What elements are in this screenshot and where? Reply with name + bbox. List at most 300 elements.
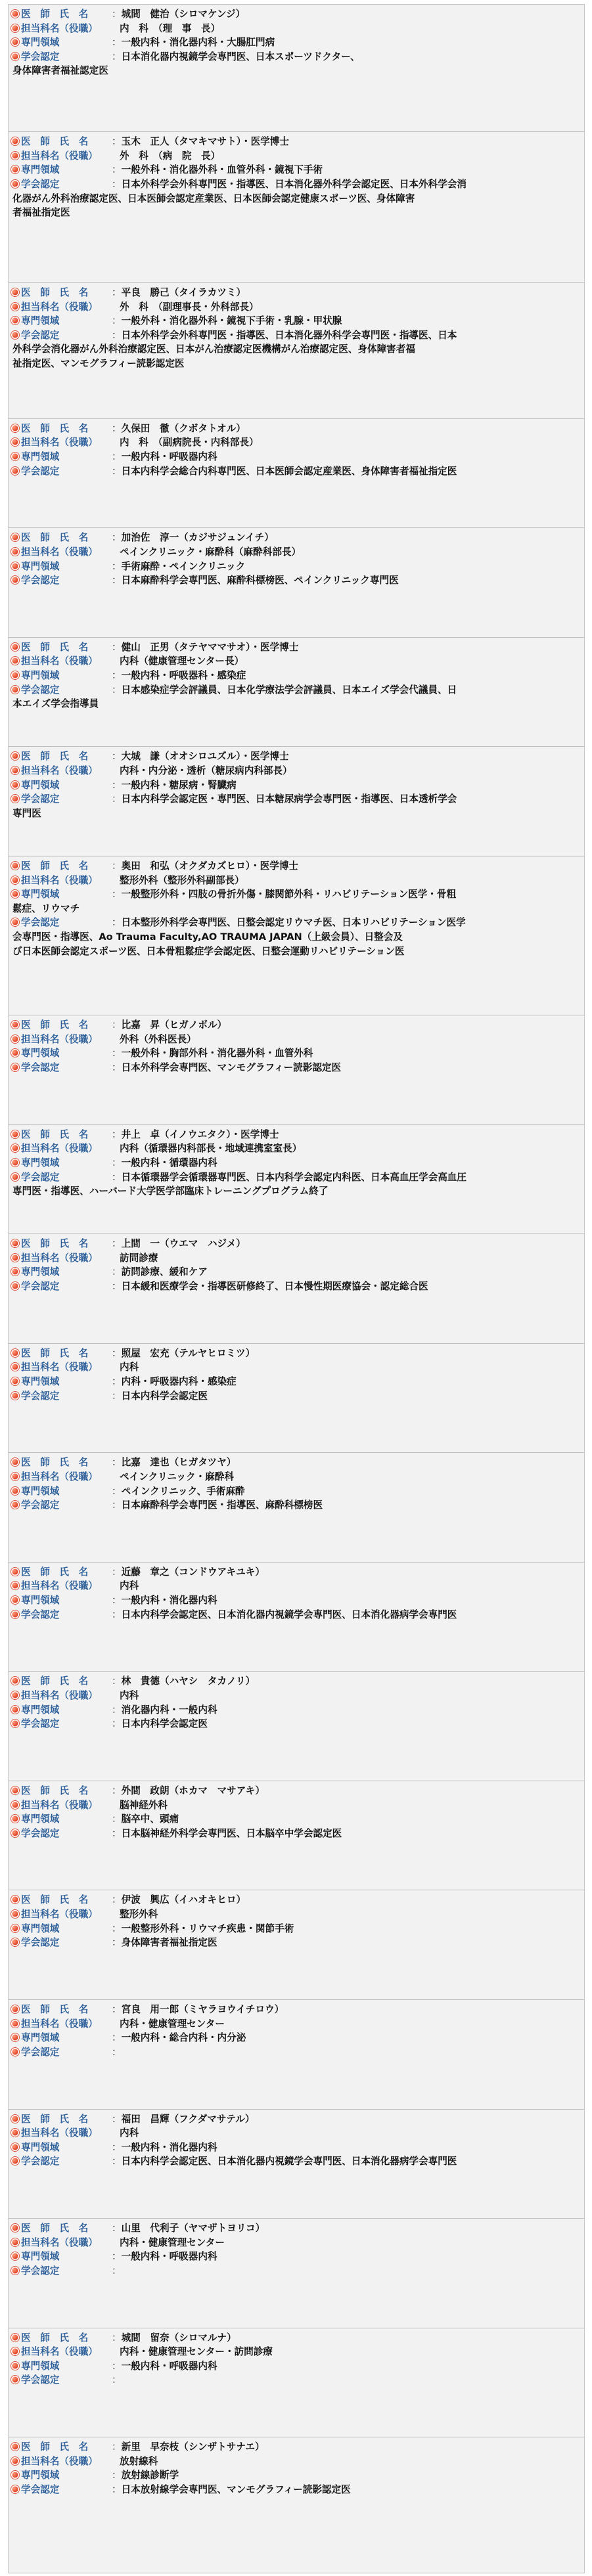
department-label: 担当科名（役職） bbox=[21, 2127, 98, 2139]
colon-separator: ： bbox=[112, 2470, 122, 2481]
red-circle-bullet-icon bbox=[11, 1610, 19, 1618]
certification: 日本内科学会総合内科専門医、日本医師会認定産業医、身体障害者福祉指定医 bbox=[121, 465, 457, 477]
doctor-name-row bbox=[11, 135, 578, 149]
doctor-name-row bbox=[11, 1237, 578, 1251]
red-circle-bullet-icon bbox=[11, 876, 19, 884]
certification: 日本消化器内視鏡学会専門医、日本スポーツドクター、 bbox=[121, 51, 360, 62]
colon-separator: ： bbox=[112, 793, 122, 805]
department-role-row bbox=[11, 2454, 578, 2469]
doctor-name-row bbox=[11, 1455, 578, 1470]
certification-row bbox=[11, 464, 578, 479]
certification-row bbox=[11, 328, 578, 343]
colon-separator: ： bbox=[112, 1266, 122, 1278]
colon-separator: ： bbox=[112, 1281, 122, 1293]
certification-label: 学会認定 bbox=[21, 2483, 60, 2495]
certification-label: 学会認定 bbox=[21, 1827, 60, 1839]
certification-continued: 身体障害者福祉認定医 bbox=[12, 65, 108, 77]
specialty-label: 専門領域 bbox=[21, 451, 60, 463]
department-role: 外 科 （病 院 長） bbox=[120, 150, 221, 162]
doctor-name-row bbox=[11, 2440, 578, 2454]
department-label: 担当科名（役職） bbox=[21, 1362, 98, 1373]
specialty-field: 一般内科・総合内科・内分泌 bbox=[121, 2032, 246, 2044]
colon-separator: ： bbox=[112, 1718, 122, 1730]
name-label: 医 師 氏 名 bbox=[21, 136, 89, 148]
doctor-name: 久保田 徹（クボタトオル） bbox=[121, 422, 246, 434]
certification: 日本内科学会認定医、日本消化器内視鏡学会専門医、日本消化器病学会専門医 bbox=[121, 1609, 457, 1620]
doctor-name: 近藤 章之（コンドウアキユキ） bbox=[121, 1566, 265, 1578]
doctor-card bbox=[9, 1781, 584, 1891]
doctor-card bbox=[9, 2219, 584, 2328]
red-circle-bullet-icon bbox=[11, 1239, 19, 1247]
doctor-card bbox=[9, 1234, 584, 1344]
colon-separator: ： bbox=[112, 422, 122, 434]
doctor-name-row bbox=[11, 1565, 578, 1580]
specialty-label: 専門領域 bbox=[21, 2360, 60, 2372]
doctor-card bbox=[9, 419, 584, 529]
doctor-name: 上間 一（ウエマ ハジメ） bbox=[121, 1238, 246, 1250]
certification-continued: 化器がん外科治療認定医、日本医師会認定産業医、日本医師会認定健康スポーツ医、身体障害 bbox=[12, 192, 415, 204]
specialty-field: 一般内科・呼吸器内科 bbox=[121, 2360, 217, 2372]
red-circle-bullet-icon bbox=[11, 1691, 19, 1699]
red-circle-bullet-icon bbox=[11, 424, 19, 432]
red-circle-bullet-icon bbox=[11, 10, 19, 18]
doctor-name: 宮良 用一郎（ミヤラヨウイチロウ） bbox=[121, 2003, 285, 2015]
certification: 日本麻酔科学会専門医、麻酔科標榜医、ペインクリニック専門医 bbox=[121, 575, 399, 587]
department-label: 担当科名（役職） bbox=[21, 1799, 98, 1811]
department-role-row bbox=[11, 874, 578, 888]
colon-separator: ： bbox=[112, 917, 122, 929]
doctor-card bbox=[9, 132, 584, 283]
department-label: 担当科名（役職） bbox=[21, 1471, 98, 1482]
doctor-name-row bbox=[11, 422, 578, 436]
colon-separator: ： bbox=[112, 1813, 122, 1825]
specialty-field: 一般内科・循環器内科 bbox=[121, 1157, 217, 1168]
certification-label: 学会認定 bbox=[21, 2374, 60, 2386]
red-circle-bullet-icon bbox=[11, 1144, 19, 1152]
doctor-name-row bbox=[11, 1784, 578, 1798]
department-role: 内科・健康管理センター・訪問診療 bbox=[120, 2346, 273, 2358]
red-circle-bullet-icon bbox=[11, 467, 19, 475]
doctor-name: 照屋 宏充（テルヤヒロミツ） bbox=[121, 1347, 256, 1359]
red-circle-bullet-icon bbox=[11, 1910, 19, 1918]
colon-separator: ： bbox=[112, 1375, 122, 1387]
red-circle-bullet-icon bbox=[11, 1173, 19, 1181]
certification: 身体障害者福祉指定医 bbox=[121, 1937, 217, 1949]
name-label: 医 師 氏 名 bbox=[21, 1019, 89, 1031]
name-label: 医 師 氏 名 bbox=[21, 1457, 89, 1469]
doctor-name: 林 貴德（ハヤシ タカノリ） bbox=[121, 1676, 256, 1687]
certification-label: 学会認定 bbox=[21, 1390, 60, 1402]
colon-separator: ： bbox=[112, 2441, 122, 2453]
red-circle-bullet-icon bbox=[11, 1938, 19, 1946]
doctor-name: 大城 謙（オオシロユズル）・医学博士 bbox=[121, 751, 289, 763]
department-role: 内科・健康管理センター bbox=[120, 2236, 225, 2248]
colon-separator: ： bbox=[112, 2113, 122, 2125]
specialty-label: 専門領域 bbox=[21, 1813, 60, 1825]
doctor-name: 玉木 正人（タマキマサト）・医学博士 bbox=[121, 136, 289, 148]
specialty-field-row bbox=[11, 2468, 578, 2483]
department-label: 担当科名（役職） bbox=[21, 150, 98, 162]
specialty-field: 一般外科・胸部外科・消化器外科・血管外科 bbox=[121, 1048, 313, 1059]
doctor-card bbox=[9, 1672, 584, 1781]
certification-row bbox=[11, 1717, 578, 1731]
department-role: 内 科 （理 事 長） bbox=[120, 22, 221, 34]
doctor-name: 伊波 興広（イハオキヒロ） bbox=[121, 1894, 246, 1906]
specialty-field-row bbox=[11, 1593, 578, 1608]
red-circle-bullet-icon bbox=[11, 2129, 19, 2137]
red-circle-bullet-icon bbox=[11, 2005, 19, 2013]
department-role-row bbox=[11, 1907, 578, 1922]
specialty-field: 一般内科・呼吸器内科 bbox=[121, 2251, 217, 2263]
specialty-field: 一般内科・消化器内科 bbox=[121, 1595, 217, 1607]
colon-separator: ： bbox=[112, 2156, 122, 2167]
red-circle-bullet-icon bbox=[11, 303, 19, 311]
red-circle-bullet-icon bbox=[11, 643, 19, 651]
certification-label: 学会認定 bbox=[21, 1609, 60, 1620]
doctor-name-row bbox=[11, 531, 578, 545]
certification-label: 学会認定 bbox=[21, 917, 60, 929]
doctor-card bbox=[9, 1125, 584, 1235]
specialty-field-row bbox=[11, 560, 578, 574]
department-role-row bbox=[11, 2345, 578, 2359]
red-circle-bullet-icon bbox=[11, 2115, 19, 2123]
colon-separator: ： bbox=[112, 684, 122, 696]
red-circle-bullet-icon bbox=[11, 2347, 19, 2355]
red-circle-bullet-icon bbox=[11, 2485, 19, 2493]
doctor-name-row bbox=[11, 1346, 578, 1361]
red-circle-bullet-icon bbox=[11, 1268, 19, 1276]
certification: 日本外科学会外科専門医・指導医、日本消化器外科学会専門医・指導医、日本 bbox=[121, 329, 457, 341]
colon-separator: ： bbox=[112, 2265, 122, 2276]
specialty-label: 専門領域 bbox=[21, 2470, 60, 2481]
certification-row bbox=[11, 1061, 578, 1075]
department-label: 担当科名（役職） bbox=[21, 655, 98, 667]
red-circle-bullet-icon bbox=[11, 1021, 19, 1029]
specialty-field-row bbox=[11, 669, 578, 683]
specialty-field-row bbox=[11, 2141, 578, 2155]
red-circle-bullet-icon bbox=[11, 1924, 19, 1932]
specialty-field: 放射線診断学 bbox=[121, 2470, 179, 2481]
name-label: 医 師 氏 名 bbox=[21, 532, 89, 544]
red-circle-bullet-icon bbox=[11, 53, 19, 60]
doctor-card bbox=[9, 747, 584, 856]
department-role-row bbox=[11, 149, 578, 164]
specialty-field-row bbox=[11, 1375, 578, 1389]
name-label: 医 師 氏 名 bbox=[21, 641, 89, 653]
specialty-field-row bbox=[11, 163, 578, 177]
department-role-row bbox=[11, 435, 578, 450]
specialty-label: 専門領域 bbox=[21, 2251, 60, 2263]
department-label: 担当科名（役職） bbox=[21, 1143, 98, 1155]
red-circle-bullet-icon bbox=[11, 2376, 19, 2384]
doctor-name: 外間 政朗（ホカマ マサアキ） bbox=[121, 1785, 265, 1796]
red-circle-bullet-icon bbox=[11, 331, 19, 339]
certification-label: 学会認定 bbox=[21, 1718, 60, 1730]
department-role: ペインクリニック・麻酔科 bbox=[120, 1471, 234, 1482]
colon-separator: ： bbox=[112, 451, 122, 463]
doctor-card bbox=[9, 1453, 584, 1563]
colon-separator: ： bbox=[112, 2003, 122, 2015]
colon-separator: ： bbox=[112, 560, 122, 572]
red-circle-bullet-icon bbox=[11, 1829, 19, 1837]
department-role-row bbox=[11, 1798, 578, 1813]
doctor-card bbox=[9, 2000, 584, 2110]
red-circle-bullet-icon bbox=[11, 576, 19, 584]
certification-label: 学会認定 bbox=[21, 793, 60, 805]
colon-separator: ： bbox=[112, 1128, 122, 1140]
certification-continued: 専門医 bbox=[12, 807, 41, 819]
colon-separator: ： bbox=[112, 2374, 122, 2386]
red-circle-bullet-icon bbox=[11, 2238, 19, 2246]
name-label: 医 師 氏 名 bbox=[21, 2003, 89, 2015]
name-label: 医 師 氏 名 bbox=[21, 2223, 89, 2234]
specialty-label: 専門領域 bbox=[21, 779, 60, 791]
specialty-field-continued: 鬆症、リウマチ bbox=[12, 902, 80, 914]
red-circle-bullet-icon bbox=[11, 1596, 19, 1604]
red-circle-bullet-icon bbox=[11, 781, 19, 789]
department-role: 内科 bbox=[120, 1689, 139, 1701]
certification: 日本内科学会認定医・専門医、日本糖尿病学会専門医・指導医、日本透析学会 bbox=[121, 793, 457, 805]
doctor-name: 比嘉 達也（ヒガタツヤ） bbox=[121, 1457, 237, 1469]
red-circle-bullet-icon bbox=[11, 2143, 19, 2151]
name-label: 医 師 氏 名 bbox=[21, 860, 89, 872]
department-role-row bbox=[11, 2126, 578, 2141]
red-circle-bullet-icon bbox=[11, 137, 19, 145]
certification: 日本循環器学会循環器専門医、日本内科学会認定内科医、日本高血圧学会高血圧 bbox=[121, 1171, 467, 1183]
specialty-field: 一般内科・糖尿病・腎臓病 bbox=[121, 779, 237, 791]
red-circle-bullet-icon bbox=[11, 1787, 19, 1794]
certification-label: 学会認定 bbox=[21, 575, 60, 587]
colon-separator: ： bbox=[112, 1238, 122, 1250]
name-label: 医 師 氏 名 bbox=[21, 422, 89, 434]
red-circle-bullet-icon bbox=[11, 1035, 19, 1043]
colon-separator: ： bbox=[112, 179, 122, 190]
doctor-card bbox=[9, 1015, 584, 1125]
department-role-row bbox=[11, 2017, 578, 2032]
department-label: 担当科名（役職） bbox=[21, 874, 98, 886]
red-circle-bullet-icon bbox=[11, 2457, 19, 2465]
colon-separator: ： bbox=[112, 136, 122, 148]
specialty-label: 専門領域 bbox=[21, 1485, 60, 1497]
specialty-field-row bbox=[11, 35, 578, 50]
department-role-row bbox=[11, 1360, 578, 1375]
certification-row bbox=[11, 2483, 578, 2497]
doctor-roster bbox=[8, 4, 585, 2573]
colon-separator: ： bbox=[112, 1922, 122, 1934]
specialty-label: 専門領域 bbox=[21, 670, 60, 682]
colon-separator: ： bbox=[112, 37, 122, 49]
doctor-name-row bbox=[11, 286, 578, 300]
red-circle-bullet-icon bbox=[11, 1130, 19, 1138]
specialty-field: 消化器内科・一般内科 bbox=[121, 1704, 217, 1716]
red-circle-bullet-icon bbox=[11, 317, 19, 324]
doctor-name: 城間 留奈（シロマルナ） bbox=[121, 2332, 237, 2343]
department-label: 担当科名（役職） bbox=[21, 1252, 98, 1264]
red-circle-bullet-icon bbox=[11, 766, 19, 774]
department-label: 担当科名（役職） bbox=[21, 2346, 98, 2358]
colon-separator: ： bbox=[112, 1048, 122, 1059]
certification-label: 学会認定 bbox=[21, 1171, 60, 1183]
specialty-field-row bbox=[11, 2359, 578, 2374]
certification-row bbox=[11, 1608, 578, 1622]
specialty-label: 専門領域 bbox=[21, 1048, 60, 1059]
red-circle-bullet-icon bbox=[11, 288, 19, 296]
specialty-label: 専門領域 bbox=[21, 2141, 60, 2153]
red-circle-bullet-icon bbox=[11, 1458, 19, 1466]
colon-separator: ： bbox=[112, 286, 122, 298]
colon-separator: ： bbox=[112, 532, 122, 544]
specialty-label: 専門領域 bbox=[21, 1595, 60, 1607]
doctor-name-row bbox=[11, 1893, 578, 1907]
certification-row bbox=[11, 792, 578, 807]
specialty-field: 内科・呼吸器内科・感染症 bbox=[121, 1375, 237, 1387]
specialty-field-row bbox=[11, 314, 578, 328]
red-circle-bullet-icon bbox=[11, 2157, 19, 2165]
doctor-name-row bbox=[11, 1018, 578, 1033]
red-circle-bullet-icon bbox=[11, 918, 19, 926]
doctor-name-row bbox=[11, 1674, 578, 1689]
red-circle-bullet-icon bbox=[11, 2224, 19, 2232]
colon-separator: ： bbox=[112, 1457, 122, 1469]
specialty-label: 専門領域 bbox=[21, 37, 60, 49]
specialty-field: 一般整形外科・四肢の骨折外傷・膝関節外科・リハビリテーション医学・骨粗 bbox=[121, 889, 457, 900]
specialty-field: 一般外科・消化器外科・血管外科・鏡視下手術 bbox=[121, 164, 323, 176]
colon-separator: ： bbox=[112, 1704, 122, 1716]
red-circle-bullet-icon bbox=[11, 1049, 19, 1057]
doctor-name-row bbox=[11, 1128, 578, 1142]
red-circle-bullet-icon bbox=[11, 1487, 19, 1495]
colon-separator: ： bbox=[112, 2032, 122, 2044]
doctor-card bbox=[9, 2437, 584, 2573]
doctor-card bbox=[9, 638, 584, 747]
certification-row bbox=[11, 50, 578, 64]
specialty-field: 一般内科・呼吸器科・感染症 bbox=[121, 670, 246, 682]
doctor-name: 比嘉 昇（ヒガノボル） bbox=[121, 1019, 227, 1031]
doctor-card bbox=[9, 2110, 584, 2219]
department-role: 内科（循環器内科部長・地域連携室室長） bbox=[120, 1143, 302, 1155]
red-circle-bullet-icon bbox=[11, 862, 19, 870]
certification: 日本麻酔科学会専門医・指導医、麻酔科標榜医 bbox=[121, 1499, 323, 1511]
specialty-field-row bbox=[11, 2031, 578, 2045]
certification-label: 学会認定 bbox=[21, 179, 60, 190]
department-role-row bbox=[11, 1033, 578, 1047]
specialty-label: 専門領域 bbox=[21, 315, 60, 327]
specialty-label: 専門領域 bbox=[21, 164, 60, 176]
red-circle-bullet-icon bbox=[11, 453, 19, 460]
specialty-field-row bbox=[11, 1922, 578, 1936]
specialty-label: 専門領域 bbox=[21, 1704, 60, 1716]
specialty-field: 一般内科・呼吸器内科 bbox=[121, 451, 217, 463]
red-circle-bullet-icon bbox=[11, 438, 19, 446]
red-circle-bullet-icon bbox=[11, 1473, 19, 1480]
certification-row bbox=[11, 1498, 578, 1513]
colon-separator: ： bbox=[112, 1485, 122, 1497]
specialty-field: 一般内科・消化器内科 bbox=[121, 2141, 217, 2153]
colon-separator: ： bbox=[112, 575, 122, 587]
department-role: 内科 bbox=[120, 2127, 139, 2139]
red-circle-bullet-icon bbox=[11, 752, 19, 760]
specialty-label: 専門領域 bbox=[21, 560, 60, 572]
certification-continued: 本エイズ学会指導員 bbox=[12, 698, 99, 710]
red-circle-bullet-icon bbox=[11, 2033, 19, 2041]
doctor-name-row bbox=[11, 7, 578, 22]
doctor-name: 井上 卓（イノウエタク）・医学博士 bbox=[121, 1128, 279, 1140]
specialty-label: 専門領域 bbox=[21, 1157, 60, 1168]
colon-separator: ： bbox=[112, 2483, 122, 2495]
department-role: 整形外科 bbox=[120, 1909, 158, 1921]
specialty-field: 一般外科・消化器外科・鏡視下手術・乳腺・甲状腺 bbox=[121, 315, 342, 327]
colon-separator: ： bbox=[112, 751, 122, 763]
red-circle-bullet-icon bbox=[11, 1501, 19, 1509]
name-label: 医 師 氏 名 bbox=[21, 1676, 89, 1687]
colon-separator: ： bbox=[112, 1499, 122, 1511]
colon-separator: ： bbox=[112, 889, 122, 900]
red-circle-bullet-icon bbox=[11, 1392, 19, 1400]
certification-row bbox=[11, 1827, 578, 1841]
doctor-name-row bbox=[11, 2003, 578, 2017]
colon-separator: ： bbox=[112, 315, 122, 327]
red-circle-bullet-icon bbox=[11, 1720, 19, 1727]
certification-row bbox=[11, 2045, 578, 2060]
red-circle-bullet-icon bbox=[11, 1568, 19, 1576]
certification-label: 学会認定 bbox=[21, 51, 60, 62]
colon-separator: ： bbox=[112, 1609, 122, 1620]
certification-row bbox=[11, 2264, 578, 2278]
colon-separator: ： bbox=[112, 1937, 122, 1949]
red-circle-bullet-icon bbox=[11, 1896, 19, 1903]
colon-separator: ： bbox=[112, 9, 122, 20]
colon-separator: ： bbox=[112, 641, 122, 653]
certification-row bbox=[11, 1279, 578, 1294]
specialty-field-row bbox=[11, 1812, 578, 1827]
name-label: 医 師 氏 名 bbox=[21, 1566, 89, 1578]
certification-label: 学会認定 bbox=[21, 465, 60, 477]
certification-row bbox=[11, 1936, 578, 1950]
colon-separator: ： bbox=[112, 2251, 122, 2263]
red-circle-bullet-icon bbox=[11, 1582, 19, 1589]
red-circle-bullet-icon bbox=[11, 2252, 19, 2260]
red-circle-bullet-icon bbox=[11, 1282, 19, 1290]
certification-continued: 者福祉指定医 bbox=[12, 207, 70, 219]
certification-label: 学会認定 bbox=[21, 1061, 60, 1073]
department-role-row bbox=[11, 300, 578, 315]
doctor-card bbox=[9, 283, 584, 419]
certification-row bbox=[11, 683, 578, 698]
department-label: 担当科名（役職） bbox=[21, 765, 98, 777]
name-label: 医 師 氏 名 bbox=[21, 2113, 89, 2125]
colon-separator: ： bbox=[112, 329, 122, 341]
red-circle-bullet-icon bbox=[11, 1706, 19, 1714]
certification-row bbox=[11, 916, 578, 930]
red-circle-bullet-icon bbox=[11, 890, 19, 898]
certification: 日本脳神経外科学会専門医、日本脳卒中学会認定医 bbox=[121, 1827, 342, 1839]
colon-separator: ： bbox=[112, 1595, 122, 1607]
name-label: 医 師 氏 名 bbox=[21, 286, 89, 298]
red-circle-bullet-icon bbox=[11, 1063, 19, 1071]
name-label: 医 師 氏 名 bbox=[21, 1894, 89, 1906]
doctor-name: 福田 昌輝（フクダマサテル） bbox=[121, 2113, 255, 2125]
specialty-label: 専門領域 bbox=[21, 889, 60, 900]
name-label: 医 師 氏 名 bbox=[21, 9, 89, 20]
specialty-label: 専門領域 bbox=[21, 1375, 60, 1387]
certification: 日本放射線学会専門医、マンモグラフィー読影認定医 bbox=[121, 2483, 351, 2495]
specialty-field: ペインクリニック、手術麻酔 bbox=[121, 1485, 245, 1497]
certification: 日本内科学会認定医 bbox=[121, 1390, 208, 1402]
department-role: 内科（健康管理センター長） bbox=[120, 655, 244, 667]
department-role: 整形外科（整形外科副部長） bbox=[120, 874, 244, 886]
red-circle-bullet-icon bbox=[11, 2020, 19, 2028]
doctor-name: 健山 正男（タテヤママサオ）・医学博士 bbox=[121, 641, 299, 653]
